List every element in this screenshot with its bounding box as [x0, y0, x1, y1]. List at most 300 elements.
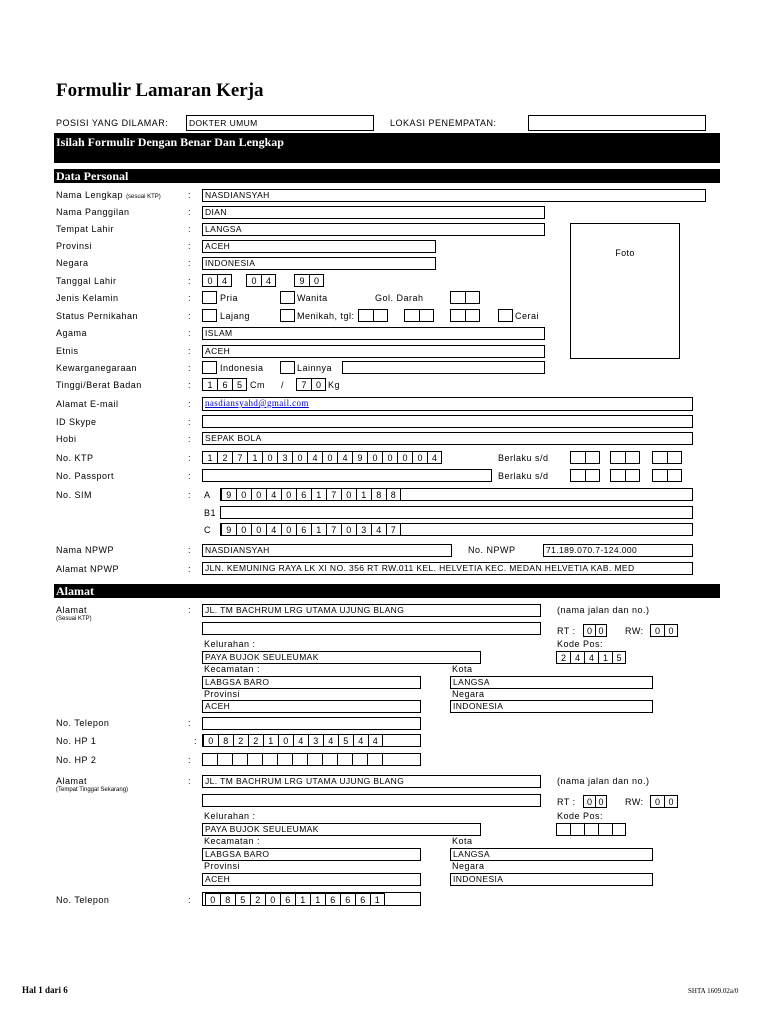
- blank-cell: [337, 753, 352, 766]
- digit-cell: 0: [311, 378, 326, 391]
- blank-cell: [570, 451, 585, 464]
- telepon-sekarang-field[interactable]: [202, 892, 421, 906]
- alamat-ktp-negara-field[interactable]: INDONESIA: [450, 700, 653, 713]
- digit-cell: 5: [338, 734, 353, 747]
- checkbox-cell: [280, 309, 295, 322]
- cerai-checkbox[interactable]: [498, 309, 513, 322]
- blank-cell: [465, 309, 480, 322]
- hobi-label: Hobi: [56, 434, 77, 444]
- negara-label: Negara: [56, 258, 89, 268]
- cerai-label: Cerai: [515, 311, 540, 321]
- alamat-ktp-kecamatan-field[interactable]: LABGSA BARO: [202, 676, 421, 689]
- digit-cell: 0: [650, 795, 664, 808]
- alamat-ktp-kelurahan-field[interactable]: PAYA BUJOK SEULEUMAK: [202, 651, 481, 664]
- digit-cell: 0: [251, 488, 266, 501]
- digit-cell: 1: [202, 451, 217, 464]
- email-label: Alamat E-mail: [56, 399, 119, 409]
- digit-cell: 1: [310, 893, 325, 906]
- posisi-field[interactable]: DOKTER UMUM: [186, 115, 374, 131]
- indonesia-checkbox[interactable]: [202, 361, 217, 374]
- checkbox-cell: [202, 309, 217, 322]
- sim-a-field[interactable]: [220, 488, 693, 501]
- lajang-checkbox[interactable]: [202, 309, 217, 322]
- sim-a-label: A: [204, 490, 211, 500]
- npwp-nama-label: Nama NPWP: [56, 545, 115, 555]
- blank-cell: [585, 451, 600, 464]
- passport-berlaku-yy[interactable]: [652, 469, 682, 482]
- digit-cell: 3: [308, 734, 323, 747]
- alamat-sekarang-kelurahan-field[interactable]: PAYA BUJOK SEULEUMAK: [202, 823, 481, 836]
- alamat-ktp-kecamatan-label: Kecamatan :: [204, 664, 261, 674]
- agama-field[interactable]: ISLAM: [202, 327, 545, 340]
- colon: :: [194, 736, 197, 746]
- digit-cell: 4: [261, 274, 276, 287]
- wanita-checkbox[interactable]: [280, 291, 295, 304]
- digit-cell: 0: [202, 274, 217, 287]
- alamat-ktp-rt-field[interactable]: [583, 624, 607, 637]
- digit-cell: 4: [353, 734, 368, 747]
- digit-cell: 0: [322, 451, 337, 464]
- blank-cell: [450, 291, 465, 304]
- colon: :: [188, 490, 191, 500]
- wanita-label: Wanita: [297, 293, 328, 303]
- menikah-dd[interactable]: [358, 309, 388, 322]
- digit-cell: 7: [326, 488, 341, 501]
- digit-cell: 2: [233, 734, 248, 747]
- digit-cell: 7: [232, 451, 247, 464]
- digit-cell: 0: [236, 523, 251, 536]
- colon: :: [188, 564, 191, 574]
- checkbox-cell: [202, 361, 217, 374]
- digit-cell: 0: [341, 523, 356, 536]
- alamat-ktp-provinsi-field[interactable]: ACEH: [202, 700, 421, 713]
- digit-cell: 4: [584, 651, 598, 664]
- blank-cell: [610, 469, 625, 482]
- digit-cell: 0: [292, 451, 307, 464]
- digit-cell: 6: [296, 523, 311, 536]
- sim-c-label: C: [204, 525, 211, 535]
- digit-cell: 9: [221, 488, 236, 501]
- email-link[interactable]: nasdiansyahd@gmail.com: [205, 398, 309, 408]
- blank-cell: [570, 823, 584, 836]
- slash-separator: /: [281, 380, 285, 390]
- checkbox-cell: [280, 291, 295, 304]
- kewarganegaraan-label: Kewarganegaraan: [56, 363, 138, 373]
- lokasi-label: LOKASI PENEMPATAN:: [390, 118, 497, 128]
- tempat-lahir-label: Tempat Lahir: [56, 224, 115, 234]
- digit-cell: 2: [217, 451, 232, 464]
- alamat-ktp-kota-label: Kota: [452, 664, 473, 674]
- alamat-ktp-note: (Sesuai KTP): [56, 616, 92, 622]
- digit-cell: 2: [250, 893, 265, 906]
- posisi-label: POSISI YANG DILAMAR:: [56, 118, 169, 128]
- alamat-ktp-jalan-field[interactable]: JL. TM BACHRUM LRG UTAMA UJUNG BLANG: [202, 604, 541, 617]
- blank-cell: [262, 753, 277, 766]
- alamat-sekarang-kecamatan-label: Kecamatan :: [204, 836, 261, 846]
- alamat-ktp-rw-label: RW:: [625, 626, 644, 636]
- blank-cell: [652, 469, 667, 482]
- blank-cell: [419, 309, 434, 322]
- blank-cell: [584, 823, 598, 836]
- skype-field[interactable]: [202, 415, 693, 428]
- digit-cell: 5: [612, 651, 626, 664]
- npwp-no-label: No. NPWP: [468, 545, 516, 555]
- pria-checkbox[interactable]: [202, 291, 217, 304]
- passport-berlaku-label: Berlaku s/d: [498, 471, 549, 481]
- digit-cell: 0: [341, 488, 356, 501]
- npwp-no-field[interactable]: 71.189.070.7-124.000: [543, 544, 693, 557]
- digit-cell: 4: [217, 274, 232, 287]
- jenis-kelamin-label: Jenis Kelamin: [56, 293, 119, 303]
- colon: :: [188, 718, 191, 728]
- digit-cell: 4: [368, 734, 383, 747]
- colon: :: [188, 895, 191, 905]
- alamat-ktp-rw-field[interactable]: [650, 624, 678, 637]
- blank-cell: [367, 753, 382, 766]
- golongan-darah-field[interactable]: [450, 291, 480, 304]
- digit-cell: 6: [355, 893, 370, 906]
- agama-label: Agama: [56, 328, 88, 338]
- ktp-berlaku-mm[interactable]: [610, 451, 640, 464]
- checkbox-cell: [498, 309, 513, 322]
- blank-cell: [556, 823, 570, 836]
- digit-cell: 0: [650, 624, 664, 637]
- colon: :: [188, 605, 191, 615]
- digit-cell: 0: [382, 451, 397, 464]
- blank-cell: [450, 309, 465, 322]
- lajang-label: Lajang: [220, 311, 251, 321]
- digit-cell: 4: [570, 651, 584, 664]
- hp2-field[interactable]: [202, 753, 421, 766]
- pria-label: Pria: [220, 293, 239, 303]
- tanggal-lahir-label: Tanggal Lahir: [56, 276, 117, 286]
- blank-cell: [202, 753, 217, 766]
- skype-label: ID Skype: [56, 417, 97, 427]
- colon: :: [188, 363, 191, 373]
- digit-cell: 0: [397, 451, 412, 464]
- colon: :: [188, 328, 191, 338]
- digit-cell: 0: [246, 274, 261, 287]
- digit-cell: 9: [221, 523, 236, 536]
- digit-cell: 7: [296, 378, 311, 391]
- blank-cell: [585, 469, 600, 482]
- colon: :: [188, 545, 191, 555]
- blank-cell: [667, 451, 682, 464]
- blank-cell: [652, 451, 667, 464]
- alamat-sekarang-negara-field[interactable]: INDONESIA: [450, 873, 653, 886]
- tinggi-badan-field[interactable]: [202, 378, 247, 391]
- alamat-sekarang-rt-label: RT :: [557, 797, 576, 807]
- npwp-nama-field[interactable]: NASDIANSYAH: [202, 544, 452, 557]
- email-field[interactable]: [202, 397, 693, 411]
- digit-cell: 4: [307, 451, 322, 464]
- blank-cell: [277, 753, 292, 766]
- blank-cell: [610, 451, 625, 464]
- nama-label: Nama Lengkap (sesuai KTP): [56, 190, 161, 200]
- alamat-ktp-negara-label: Negara: [452, 689, 485, 699]
- digit-cell: 7: [386, 523, 401, 536]
- alamat-ktp-provinsi-label: Provinsi: [204, 689, 241, 699]
- colon: :: [188, 380, 191, 390]
- tinggi-berat-label: Tinggi/Berat Badan: [56, 380, 142, 390]
- alamat-ktp-hint: (nama jalan dan no.): [557, 605, 650, 615]
- ktp-label: No. KTP: [56, 453, 94, 463]
- digit-cell: 0: [583, 624, 595, 637]
- alamat-sekarang-hint: (nama jalan dan no.): [557, 776, 650, 786]
- digit-cell: 0: [595, 795, 607, 808]
- digit-cell: 2: [248, 734, 263, 747]
- checkbox-cell: [280, 361, 295, 374]
- digit-cell: 6: [340, 893, 355, 906]
- sim-b1-field[interactable]: [220, 506, 693, 519]
- alamat-sekarang-label: Alamat: [56, 776, 88, 786]
- blank-cell: [404, 309, 419, 322]
- digit-cell: 1: [263, 734, 278, 747]
- golongan-darah-label: Gol. Darah: [375, 293, 424, 303]
- blank-cell: [247, 753, 262, 766]
- digit-cell: 9: [352, 451, 367, 464]
- digit-cell: 0: [367, 451, 382, 464]
- digit-cell: 4: [323, 734, 338, 747]
- digit-cell: 9: [294, 274, 309, 287]
- menikah-yy[interactable]: [450, 309, 480, 322]
- colon: :: [188, 190, 191, 200]
- passport-berlaku-mm[interactable]: [610, 469, 640, 482]
- alamat-sekarang-kecamatan-field[interactable]: LABGSA BARO: [202, 848, 421, 861]
- panggilan-label: Nama Panggilan: [56, 207, 130, 217]
- digit-cell: 0: [664, 624, 678, 637]
- etnis-field[interactable]: ACEH: [202, 345, 545, 358]
- page-number: Hal 1 dari 6: [22, 985, 68, 995]
- ktp-berlaku-label: Berlaku s/d: [498, 453, 549, 463]
- digit-cell: 8: [371, 488, 386, 501]
- digit-cell: 8: [218, 734, 233, 747]
- blank-cell: [570, 469, 585, 482]
- passport-label: No. Passport: [56, 471, 115, 481]
- colon: :: [188, 276, 191, 286]
- berat-badan-field[interactable]: [296, 378, 326, 391]
- blank-cell: [612, 823, 626, 836]
- provinsi-field[interactable]: ACEH: [202, 240, 436, 253]
- blank-cell: [322, 753, 337, 766]
- digit-cell: 0: [664, 795, 678, 808]
- telepon-sekarang-label: No. Telepon: [56, 895, 110, 905]
- ktp-berlaku-dd[interactable]: [570, 451, 600, 464]
- digit-cell: 1: [370, 893, 385, 906]
- alamat-sekarang-kodepos-field[interactable]: [556, 823, 626, 836]
- menikah-label: Menikah, tgl:: [297, 311, 355, 321]
- alamat-ktp-label: Alamat: [56, 605, 88, 615]
- alamat-ktp-rt-label: RT :: [557, 626, 576, 636]
- digit-cell: 0: [583, 795, 595, 808]
- digit-cell: 4: [337, 451, 352, 464]
- kg-label: Kg: [328, 380, 341, 390]
- colon: :: [188, 258, 191, 268]
- digit-cell: 6: [217, 378, 232, 391]
- tanggal-lahir-mm[interactable]: [246, 274, 276, 287]
- negara-field[interactable]: INDONESIA: [202, 257, 436, 270]
- alamat-sekarang-provinsi-label: Provinsi: [204, 861, 241, 871]
- tanggal-lahir-yy[interactable]: [294, 274, 324, 287]
- digit-cell: 8: [220, 893, 235, 906]
- tempat-lahir-field[interactable]: LANGSA: [202, 223, 545, 236]
- digit-cell: 0: [595, 624, 607, 637]
- panggilan-field[interactable]: DIAN: [202, 206, 545, 219]
- blank-cell: [598, 823, 612, 836]
- digit-cell: 0: [203, 734, 218, 747]
- blank-cell: [667, 469, 682, 482]
- alamat-sekarang-jalan-field-2[interactable]: [202, 794, 541, 807]
- blank-cell: [373, 309, 388, 322]
- sim-c-field[interactable]: [220, 523, 693, 536]
- ktp-berlaku-yy[interactable]: [652, 451, 682, 464]
- lainnya-field[interactable]: [342, 361, 545, 374]
- section-data-personal: Data Personal: [54, 169, 720, 183]
- digit-cell: 3: [356, 523, 371, 536]
- colon: :: [188, 453, 191, 463]
- digit-cell: 1: [311, 523, 326, 536]
- colon: :: [188, 224, 191, 234]
- instruction-banner: Isilah Formulir Dengan Benar Dan Lengkap: [54, 133, 720, 163]
- alamat-ktp-kota-field[interactable]: LANGSA: [450, 676, 653, 689]
- colon: :: [188, 207, 191, 217]
- colon: :: [188, 417, 191, 427]
- digit-cell: 7: [326, 523, 341, 536]
- alamat-ktp-kodepos-label: Kode Pos:: [557, 639, 604, 649]
- digit-cell: 4: [266, 523, 281, 536]
- digit-cell: 1: [202, 378, 217, 391]
- npwp-alamat-field[interactable]: JLN. KEMUNING RAYA LK XI NO. 356 RT RW.011 KEL. HELVETIA KEC. MEDAN HELVETIA KAB. MED: [202, 562, 693, 575]
- alamat-sekarang-note: (Tempat Tinggal Sekarang): [56, 787, 129, 793]
- blank-cell: [352, 753, 367, 766]
- blank-cell: [292, 753, 307, 766]
- digit-cell: 0: [251, 523, 266, 536]
- digit-cell: 4: [371, 523, 386, 536]
- colon: :: [188, 755, 191, 765]
- hobi-field[interactable]: SEPAK BOLA: [202, 432, 693, 445]
- status-pernikahan-label: Status Pernikahan: [56, 311, 139, 321]
- etnis-label: Etnis: [56, 346, 79, 356]
- digit-cell: 5: [232, 378, 247, 391]
- digit-cell: 4: [293, 734, 308, 747]
- digit-cell: 3: [277, 451, 292, 464]
- colon: :: [188, 776, 191, 786]
- digit-cell: 0: [205, 893, 220, 906]
- ktp-field[interactable]: [202, 451, 442, 464]
- nama-field[interactable]: NASDIANSYAH: [202, 189, 706, 202]
- digit-cell: 0: [281, 488, 296, 501]
- digit-cell: 4: [266, 488, 281, 501]
- provinsi-label: Provinsi: [56, 241, 93, 251]
- alamat-sekarang-negara-label: Negara: [452, 861, 485, 871]
- document-code: SHTA 1609.02a/0: [688, 987, 739, 995]
- digit-cell: 6: [280, 893, 295, 906]
- digit-cell: 1: [311, 488, 326, 501]
- digit-cell: 1: [295, 893, 310, 906]
- hp1-field[interactable]: [202, 734, 421, 747]
- photo-label: Foto: [615, 248, 635, 259]
- digit-cell: 0: [309, 274, 324, 287]
- lainnya-label: Lainnya: [297, 363, 333, 373]
- digit-cell: 1: [598, 651, 612, 664]
- blank-cell: [358, 309, 373, 322]
- menikah-mm[interactable]: [404, 309, 434, 322]
- digit-cell: 5: [235, 893, 250, 906]
- blank-cell: [465, 291, 480, 304]
- telepon-field[interactable]: [202, 717, 421, 730]
- digit-cell: 8: [386, 488, 401, 501]
- blank-cell: [232, 753, 247, 766]
- checkbox-cell: [202, 291, 217, 304]
- digit-cell: 1: [247, 451, 262, 464]
- form-title: Formulir Lamaran Kerja: [56, 80, 264, 101]
- blank-cell: [217, 753, 232, 766]
- digit-cell: 6: [296, 488, 311, 501]
- colon: :: [188, 241, 191, 251]
- sim-b1-label: B1: [204, 508, 217, 518]
- blank-cell: [382, 753, 421, 766]
- passport-field[interactable]: [202, 469, 492, 482]
- digit-cell: 2: [556, 651, 570, 664]
- alamat-sekarang-kota-label: Kota: [452, 836, 473, 846]
- alamat-sekarang-rt-field[interactable]: [583, 795, 607, 808]
- alamat-sekarang-jalan-field[interactable]: JL. TM BACHRUM LRG UTAMA UJUNG BLANG: [202, 775, 541, 788]
- alamat-sekarang-rw-field[interactable]: [650, 795, 678, 808]
- colon: :: [188, 346, 191, 356]
- colon: :: [188, 399, 191, 409]
- section-alamat: Alamat: [54, 584, 720, 598]
- telepon-label: No. Telepon: [56, 718, 110, 728]
- hp2-label: No. HP 2: [56, 755, 97, 765]
- digit-cell: 4: [427, 451, 442, 464]
- npwp-alamat-label: Alamat NPWP: [56, 564, 120, 574]
- digit-cell: 0: [262, 451, 277, 464]
- digit-cell: 0: [281, 523, 296, 536]
- lokasi-field[interactable]: [528, 115, 706, 131]
- digit-cell: 0: [236, 488, 251, 501]
- lainnya-checkbox[interactable]: [280, 361, 295, 374]
- tanggal-lahir-dd[interactable]: [202, 274, 232, 287]
- colon: :: [188, 434, 191, 444]
- blank-cell: [307, 753, 322, 766]
- digit-cell: 0: [412, 451, 427, 464]
- alamat-sekarang-kelurahan-label: Kelurahan :: [204, 811, 256, 821]
- alamat-sekarang-kodepos-label: Kode Pos:: [557, 811, 604, 821]
- photo-box[interactable]: [570, 223, 680, 359]
- menikah-checkbox[interactable]: [280, 309, 295, 322]
- digit-cell: 0: [265, 893, 280, 906]
- colon: :: [188, 471, 191, 481]
- passport-berlaku-dd[interactable]: [570, 469, 600, 482]
- colon: :: [188, 293, 191, 303]
- alamat-sekarang-rw-label: RW:: [625, 797, 644, 807]
- digit-cell: 1: [356, 488, 371, 501]
- hp1-label: No. HP 1: [56, 736, 97, 746]
- cm-label: Cm: [250, 380, 265, 390]
- sim-label: No. SIM: [56, 490, 93, 500]
- alamat-ktp-kelurahan-label: Kelurahan :: [204, 639, 256, 649]
- indonesia-label: Indonesia: [220, 363, 264, 373]
- colon: :: [188, 311, 191, 321]
- alamat-sekarang-kota-field[interactable]: LANGSA: [450, 848, 653, 861]
- alamat-ktp-kodepos-field[interactable]: [556, 651, 626, 664]
- alamat-ktp-jalan-field-2[interactable]: [202, 622, 541, 635]
- blank-cell: [625, 451, 640, 464]
- digit-cell: 0: [278, 734, 293, 747]
- blank-cell: [625, 469, 640, 482]
- alamat-sekarang-provinsi-field[interactable]: ACEH: [202, 873, 421, 886]
- digit-cell: 6: [325, 893, 340, 906]
